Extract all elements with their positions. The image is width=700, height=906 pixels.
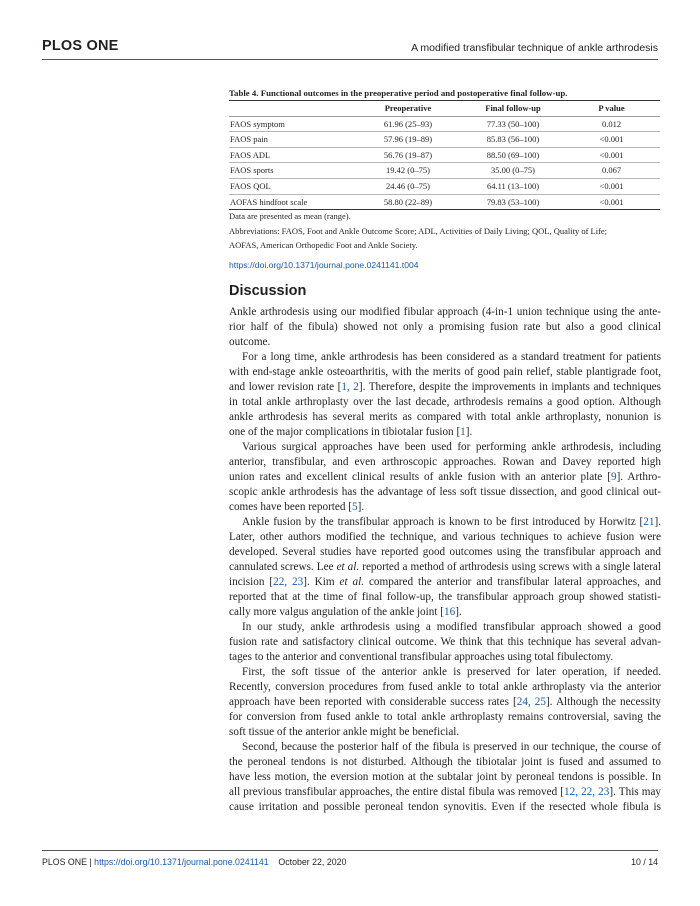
body-line: ankle arthrodesis has several merits as compared with total ankle arthroplasty, nonunion is bbox=[229, 411, 661, 423]
body-line: the peroneal tendons is not disturbed. Although the tibiotalar joint is fused and assumed to bbox=[229, 756, 661, 768]
body-line: For a long time, ankle arthrodesis has been considered as a standard treatment for patients bbox=[242, 351, 661, 363]
footer-separator: | bbox=[86, 857, 95, 867]
body-line: cannulated screws. Lee et al. reported a method of arthrodesis using screws with a single lateral bbox=[229, 561, 661, 573]
running-title: A modified transfibular technique of ankle arthrodesis bbox=[411, 42, 658, 54]
body-line: with end-stage ankle osteoarthritis, with the merits of good pain relief, stable plantigrade foot, bbox=[229, 366, 661, 378]
table-cell: 56.76 (19–87) bbox=[383, 149, 433, 160]
table-doi-link[interactable]: https://doi.org/10.1371/journal.pone.0241141.t004 bbox=[229, 260, 419, 270]
citation-ref[interactable]: 1, 2 bbox=[341, 381, 359, 393]
table-note: Abbreviations: FAOS, Foot and Ankle Outcome Score; ADL, Activities of Daily Living; QOL, Quality of Life; bbox=[229, 225, 608, 236]
footer-date: October 22, 2020 bbox=[278, 857, 347, 867]
table-row bbox=[229, 163, 660, 179]
header-rule bbox=[42, 59, 658, 60]
body-line: in total ankle arthroplasty over the last decade, arthrodesis remains a good option. Although bbox=[229, 396, 661, 408]
table-cell: 0.067 bbox=[601, 165, 622, 176]
citation-ref[interactable]: 12, 22, 23 bbox=[564, 786, 610, 798]
table-cell: FAOS pain bbox=[230, 134, 268, 145]
table-note: AOFAS, American Orthopedic Foot and Ankle Society. bbox=[229, 240, 418, 250]
citation-ref[interactable]: 5 bbox=[352, 501, 358, 513]
body-line: Ankle fusion by the transfibular approach is known to be first introduced by Horwitz [21]. bbox=[242, 516, 661, 528]
table-header-cell: Preoperative bbox=[384, 103, 432, 113]
table-row bbox=[229, 194, 660, 210]
body-line: Various surgical approaches have been used for performing ankle arthrodesis, including bbox=[242, 441, 661, 453]
citation-ref[interactable]: 9 bbox=[610, 471, 617, 483]
table-cell: 61.96 (25–93) bbox=[383, 118, 433, 129]
body-line: First, the soft tissue of the anterior ankle is preserved for later operation, if needed. bbox=[242, 666, 661, 678]
table-cell: 24.46 (0–75) bbox=[386, 180, 430, 191]
body-line: Second, because the posterior half of the fibula is preserved in our technique, the course of bbox=[242, 741, 661, 753]
body-line: one of the major complications in tibiotalar fusion [1]. bbox=[229, 426, 473, 438]
table-cell: 64.11 (13–100) bbox=[486, 180, 540, 191]
body-line: Ankle arthrodesis using our modified fibular approach (4-in-1 union technique using the ante- bbox=[229, 306, 661, 318]
body-line: comes have been reported [5]. bbox=[229, 501, 365, 513]
footer-spacer bbox=[269, 857, 279, 867]
body-line: rior half of the fibula) showed not only a promising fusion rate but also a good clinical bbox=[229, 321, 661, 333]
body-line: union rates and excellent clinical results of ankle fusion with an anterior plate [9]. Arthro- bbox=[229, 471, 661, 483]
table-cell: <0.001 bbox=[599, 196, 624, 207]
body-line: all previous transfibular approaches, the entire distal fibula was removed [12, 22, 23]. This may bbox=[229, 786, 662, 798]
body-line: incision [22, 23]. Kim et al. compared the anterior and transfibular lateral approaches, and bbox=[229, 576, 662, 588]
section-heading: Discussion bbox=[229, 283, 307, 299]
body-line: approach have been reported with considerable success rates [24, 25]. Although the necessity bbox=[229, 696, 661, 708]
body-line: Later, other authors modified the technique, and various techniques to achieve fusion were bbox=[229, 531, 661, 543]
table-cell: FAOS symptom bbox=[230, 118, 285, 129]
body-line: Recently, conversion procedures from fused ankle to total ankle arthroplasty via the anterior bbox=[229, 681, 661, 693]
table-cell: 85.83 (56–100) bbox=[486, 134, 540, 145]
table-cell: 77.33 (50–100) bbox=[486, 118, 540, 129]
table-cell: 58.80 (22–89) bbox=[383, 196, 433, 207]
table-header-cell: Final follow-up bbox=[485, 103, 541, 113]
table-row bbox=[229, 178, 660, 194]
body-line: and lower revision rate [1, 2]. Therefore, despite the improvements in implants and techniques bbox=[229, 381, 661, 393]
body-line: outcome. bbox=[229, 336, 271, 348]
body-line: cause irritation and possible peroneal tendon synovitis. Even if the resected whole fibula is bbox=[229, 801, 661, 813]
body-line: scopic ankle arthrodesis has the advantage of less soft tissue dissection, and good clinical out- bbox=[229, 486, 661, 498]
table-cell: AOFAS hindfoot scale bbox=[230, 196, 308, 207]
table-cell: 0.012 bbox=[601, 118, 622, 129]
table-header-row bbox=[229, 101, 660, 117]
body-line: reported that at the time of final follow-up, the transfibular approach group showed statisti- bbox=[229, 591, 661, 603]
italic-text: et al. bbox=[339, 576, 365, 588]
table-cell: 19.42 (0–75) bbox=[386, 165, 430, 176]
page-number: 10 / 14 bbox=[631, 857, 658, 867]
table-row bbox=[229, 147, 660, 163]
body-line: for conversion from fused ankle to total ankle arthroplasty remains controversial, saving the bbox=[229, 711, 661, 723]
table-cell: 88.50 (69–100) bbox=[486, 149, 540, 160]
body-line: tages to the anterior and conventional transfibular approaches using total fibulectomy. bbox=[229, 651, 614, 663]
citation-ref[interactable]: 24, 25 bbox=[516, 696, 546, 708]
citation-ref[interactable]: 21 bbox=[643, 516, 655, 528]
table-cell: 57.96 (19–89) bbox=[383, 134, 433, 145]
table-notes bbox=[229, 209, 661, 253]
discussion-body bbox=[229, 305, 661, 815]
body-line: developed. Several studies have reported good outcomes using the transfibular approach and bbox=[229, 546, 661, 558]
table-cell: FAOS ADL bbox=[230, 149, 271, 160]
table-header-cell: P value bbox=[598, 103, 625, 113]
footer-citation bbox=[42, 857, 346, 867]
footer-journal: PLOS ONE bbox=[42, 857, 87, 867]
italic-text: et al. bbox=[336, 561, 360, 573]
citation-ref[interactable]: 22, 23 bbox=[273, 576, 304, 588]
table-row bbox=[229, 132, 660, 148]
citation-ref[interactable]: 16 bbox=[444, 606, 456, 618]
body-line: fusion rate and satisfactory clinical outcome. We think that this technique has several advan- bbox=[229, 636, 661, 648]
body-line: anterior, transfibular, and even arthroscopic approaches. Rowan and Davey reported high bbox=[229, 456, 661, 468]
journal-name: PLOS ONE bbox=[42, 38, 119, 54]
table-row bbox=[229, 116, 660, 132]
table-caption: Table 4. Functional outcomes in the preoperative period and postoperative final follow-up. bbox=[229, 88, 568, 98]
body-line: soft tissue of the anterior ankle might be beneficial. bbox=[229, 726, 460, 738]
table-note: Data are presented as mean (range). bbox=[229, 211, 351, 221]
table-cell: FAOS sports bbox=[230, 165, 274, 176]
table-cell: <0.001 bbox=[599, 134, 624, 145]
body-line: have less motion, the eversion motion at the subtalar joint by peroneal tendons is possible. In bbox=[229, 771, 661, 783]
outcomes-table bbox=[229, 100, 660, 210]
footer-doi-link[interactable]: https://doi.org/10.1371/journal.pone.0241141 bbox=[94, 857, 269, 867]
table-cell: FAOS QOL bbox=[230, 180, 271, 191]
footer-rule bbox=[42, 850, 658, 851]
table-header-cell bbox=[229, 101, 353, 117]
body-line: cally more valgus angulation of the ankle joint [16]. bbox=[229, 606, 462, 618]
table-cell: <0.001 bbox=[599, 149, 624, 160]
table-cell: 35.00 (0–75) bbox=[491, 165, 535, 176]
citation-ref[interactable]: 1 bbox=[460, 426, 466, 438]
body-line: In our study, ankle arthrodesis using a modified transfibular approach showed a good bbox=[242, 621, 661, 633]
table-cell: <0.001 bbox=[599, 180, 624, 191]
table-cell: 79.83 (53–100) bbox=[486, 196, 540, 207]
